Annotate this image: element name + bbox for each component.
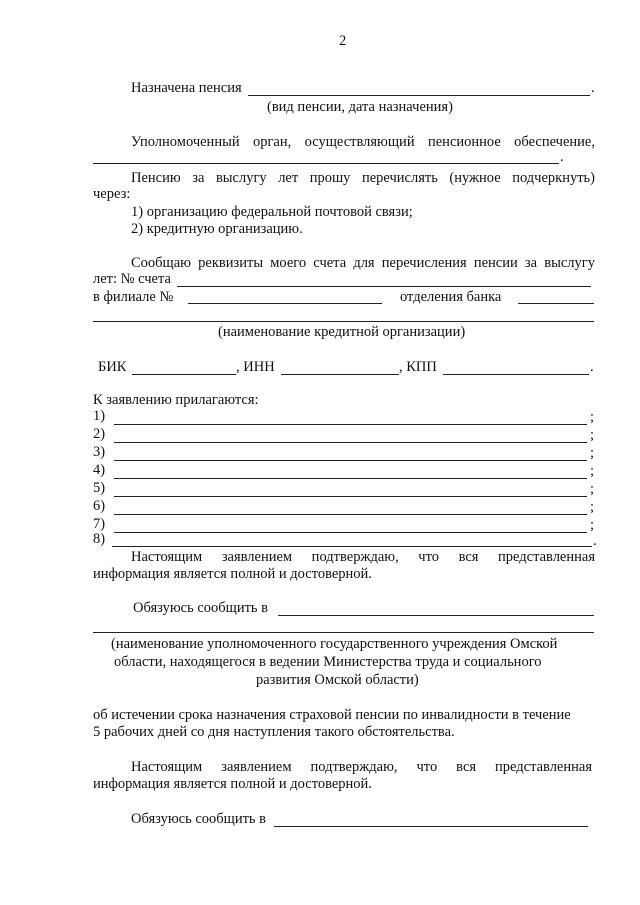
authority-field[interactable]: [93, 163, 559, 164]
attachment-number: 1): [93, 408, 106, 424]
transfer-option-bank: 2) кредитную организацию.: [131, 221, 303, 237]
pension-end: .: [591, 80, 595, 96]
transfer-option-post: 1) организацию федеральной почтовой связи;: [131, 204, 413, 220]
kpp-end: .: [590, 359, 594, 375]
attachment-number: 4): [93, 462, 106, 478]
attachment-semicolon: ;: [590, 499, 595, 515]
bank-dept-label: отделения банка: [400, 289, 502, 305]
kpp-field[interactable]: [443, 374, 589, 375]
pension-field[interactable]: [248, 95, 590, 96]
kpp-label: , КПП: [399, 359, 437, 375]
attachment-field[interactable]: [114, 478, 587, 479]
attachment-semicolon: ;: [590, 445, 595, 461]
inform1-caption1: (наименование уполномоченного государственного учреждения Омской: [111, 636, 558, 652]
inn-field[interactable]: [281, 374, 399, 375]
attachment-semicolon: ;: [590, 409, 595, 425]
inform2-label: Обязуюсь сообщить в: [131, 811, 266, 827]
attachment-semicolon: ;: [590, 427, 595, 443]
attachment-field[interactable]: [114, 514, 587, 515]
account-number-label: лет: № счета: [93, 271, 171, 287]
attachment-semicolon: ;: [590, 463, 595, 479]
account-line1: Сообщаю реквизиты моего счета для перечисления пенсии за выслугу: [131, 255, 595, 271]
attachment-field[interactable]: [114, 460, 587, 461]
account-number-field[interactable]: [177, 286, 591, 287]
attachment-field[interactable]: [114, 442, 587, 443]
pension-caption: (вид пенсии, дата назначения): [267, 99, 453, 115]
bank-name-caption: (наименование кредитной организации): [218, 324, 466, 340]
bik-label: БИК: [98, 359, 127, 375]
attachment-field[interactable]: [114, 424, 587, 425]
attachment-field[interactable]: [112, 546, 592, 547]
attachment-final-end: .: [593, 533, 597, 549]
inform1-label: Обязуюсь сообщить в: [133, 600, 268, 616]
bank-dept-field[interactable]: [518, 303, 594, 304]
inform1-field-line2[interactable]: [93, 632, 594, 633]
pension-label: Назначена пенсия: [131, 80, 242, 96]
attachment-number: 7): [93, 516, 106, 532]
bank-name-field[interactable]: [93, 321, 594, 322]
confirm1-line1: Настоящим заявлением подтверждаю, что вся представленная: [131, 549, 595, 565]
attachment-field[interactable]: [114, 496, 587, 497]
attachment-semicolon: ;: [590, 517, 595, 533]
inform1-caption2: области, находящегося в ведении Министерства труда и социального: [114, 654, 542, 670]
expiry-line1: об истечении срока назначения страховой пенсии по инвалидности в течение: [93, 707, 571, 723]
attachment-number: 2): [93, 426, 106, 442]
transfer-line1: Пенсию за выслугу лет прошу перечислять (нужное подчеркнуть): [131, 170, 595, 186]
attachment-number: 8): [93, 531, 106, 547]
attachment-number: 3): [93, 444, 106, 460]
attachments-heading: К заявлению прилагаются:: [93, 392, 259, 408]
attachment-semicolon: ;: [590, 481, 595, 497]
bik-field[interactable]: [132, 374, 236, 375]
inform1-field[interactable]: [278, 615, 594, 616]
transfer-line2: через:: [93, 186, 131, 202]
confirm2-line2: информация является полной и достоверной.: [93, 776, 372, 792]
inform2-field[interactable]: [274, 826, 588, 827]
branch-label: в филиале №: [93, 289, 174, 305]
attachment-number: 5): [93, 480, 106, 496]
inform1-caption3: развития Омской области): [256, 672, 419, 688]
authority-line: Уполномоченный орган, осуществляющий пенсионное обеспечение,: [131, 134, 595, 150]
expiry-line2: 5 рабочих дней со дня наступления такого обстоятельства.: [93, 724, 455, 740]
inn-label: , ИНН: [236, 359, 275, 375]
authority-end: .: [560, 149, 564, 165]
confirm2-line1: Настоящим заявлением подтверждаю, что вся представленная: [131, 759, 592, 775]
confirm1-line2: информация является полной и достоверной.: [93, 566, 372, 582]
attachment-number: 6): [93, 498, 106, 514]
attachment-field[interactable]: [114, 532, 587, 533]
page-number: 2: [339, 33, 347, 49]
branch-field[interactable]: [188, 303, 382, 304]
